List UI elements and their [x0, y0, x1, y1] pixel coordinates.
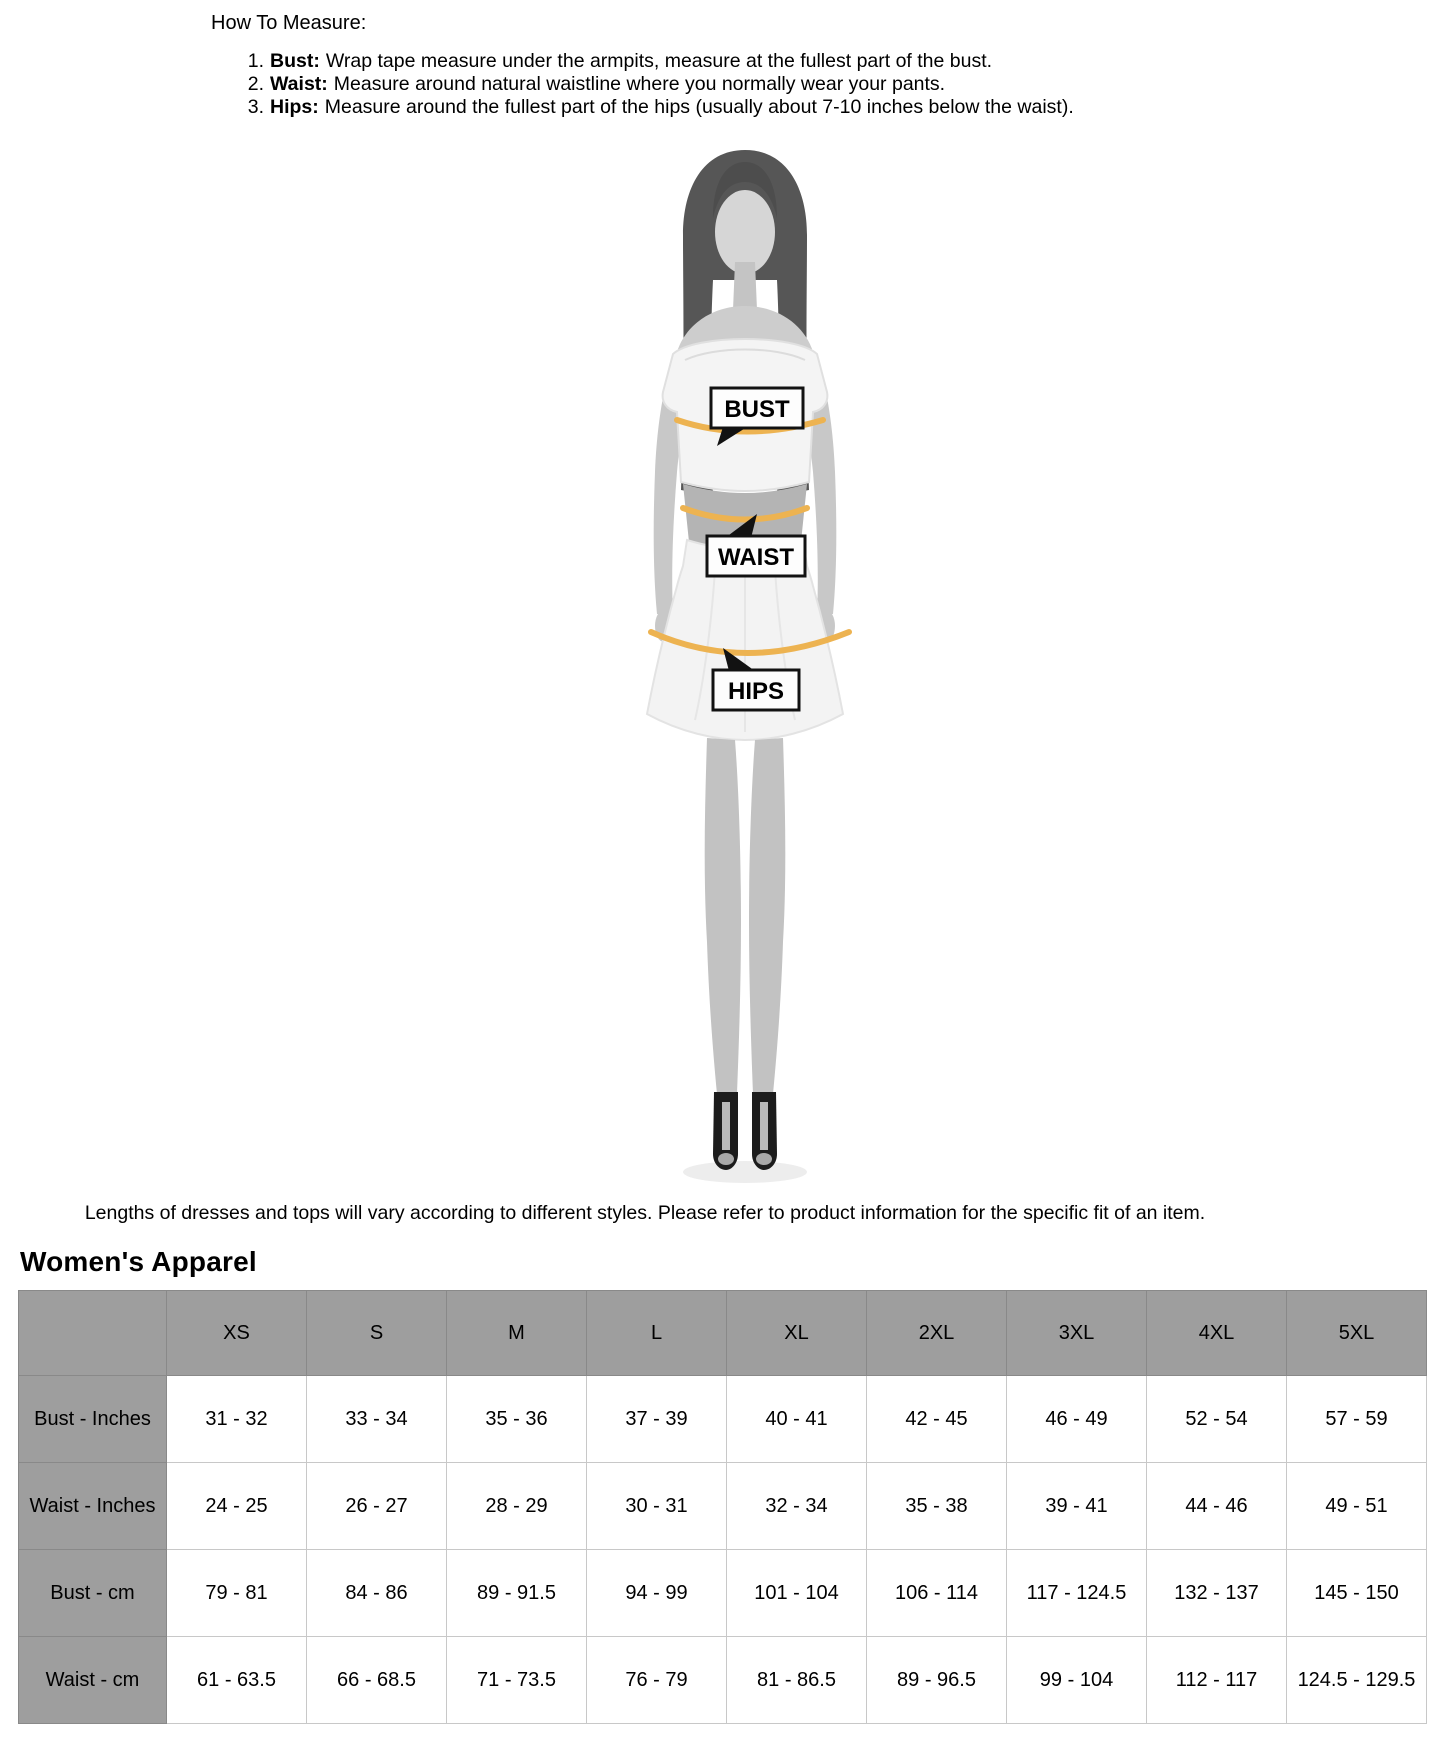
size-table-row — [19, 1637, 1427, 1724]
size-row-label: Bust - Inches — [19, 1376, 167, 1463]
step-text — [270, 73, 945, 96]
size-cell: 31 - 32 — [167, 1376, 307, 1463]
size-col-header-m: M — [447, 1291, 587, 1376]
waist-label-text: WAIST — [718, 544, 794, 571]
model-illustration — [595, 140, 895, 1200]
measure-steps — [240, 50, 1074, 119]
size-col-header-3xl: 3XL — [1007, 1291, 1147, 1376]
left-shoe-lace — [722, 1102, 730, 1150]
step-desc: Wrap tape measure under the armpits, measure at the fullest part of the bust. — [325, 50, 993, 72]
size-cell: 32 - 34 — [727, 1463, 867, 1550]
neck-shape — [733, 262, 757, 310]
size-cell: 81 - 86.5 — [727, 1637, 867, 1724]
size-cell: 42 - 45 — [867, 1376, 1007, 1463]
size-col-header-4xl: 4XL — [1147, 1291, 1287, 1376]
face-shape — [715, 190, 775, 274]
size-cell: 71 - 73.5 — [447, 1637, 587, 1724]
step-number: 2. — [247, 73, 264, 95]
size-cell: 106 - 114 — [867, 1550, 1007, 1637]
size-row-label: Waist - Inches — [19, 1463, 167, 1550]
size-cell: 28 - 29 — [447, 1463, 587, 1550]
size-table — [18, 1290, 1427, 1724]
right-shoe-toe — [756, 1153, 772, 1165]
size-cell: 79 - 81 — [167, 1550, 307, 1637]
measure-step-hips — [240, 96, 1074, 119]
step-number: 1. — [247, 50, 264, 72]
size-cell: 89 - 91.5 — [447, 1550, 587, 1637]
fit-note: Lengths of dresses and tops will vary according to different styles. Please refer to product information for the specific fit of an item. — [84, 1202, 1206, 1224]
size-cell: 26 - 27 — [307, 1463, 447, 1550]
step-number: 3. — [247, 96, 264, 118]
size-table-body — [19, 1376, 1427, 1724]
size-col-header-l: L — [587, 1291, 727, 1376]
size-cell: 35 - 38 — [867, 1463, 1007, 1550]
size-col-header-s: S — [307, 1291, 447, 1376]
size-table-head — [19, 1291, 1427, 1376]
right-leg — [749, 738, 785, 1094]
measure-step-waist — [240, 73, 1074, 96]
size-cell: 89 - 96.5 — [867, 1637, 1007, 1724]
size-cell: 99 - 104 — [1007, 1637, 1147, 1724]
step-term: Waist: — [270, 73, 328, 95]
size-col-header-5xl: 5XL — [1287, 1291, 1427, 1376]
size-cell: 76 - 79 — [587, 1637, 727, 1724]
size-cell: 84 - 86 — [307, 1550, 447, 1637]
size-cell: 33 - 34 — [307, 1376, 447, 1463]
floor-shadow — [683, 1161, 807, 1183]
step-text — [270, 96, 1074, 119]
size-cell: 61 - 63.5 — [167, 1637, 307, 1724]
size-row-label: Waist - cm — [19, 1637, 167, 1724]
size-cell: 46 - 49 — [1007, 1376, 1147, 1463]
hips-label-text: HIPS — [727, 678, 785, 705]
size-table-row — [19, 1550, 1427, 1637]
bust-label-text: BUST — [724, 396, 790, 423]
size-cell: 145 - 150 — [1287, 1550, 1427, 1637]
step-text — [270, 50, 992, 73]
size-cell: 94 - 99 — [587, 1550, 727, 1637]
corner-cell — [19, 1291, 167, 1376]
size-col-header-2xl: 2XL — [867, 1291, 1007, 1376]
size-cell: 30 - 31 — [587, 1463, 727, 1550]
size-cell: 24 - 25 — [167, 1463, 307, 1550]
measure-step-bust — [240, 50, 1074, 73]
size-cell: 44 - 46 — [1147, 1463, 1287, 1550]
step-desc: Measure around the fullest part of the hips (usually about 7-10 inches below the waist). — [324, 96, 1074, 118]
size-cell: 35 - 36 — [447, 1376, 587, 1463]
size-cell: 101 - 104 — [727, 1550, 867, 1637]
how-to-measure-title: How To Measure: — [211, 12, 367, 34]
size-cell: 124.5 - 129.5 — [1287, 1637, 1427, 1724]
size-table-row — [19, 1463, 1427, 1550]
size-row-label: Bust - cm — [19, 1550, 167, 1637]
size-cell: 39 - 41 — [1007, 1463, 1147, 1550]
size-col-header-xl: XL — [727, 1291, 867, 1376]
size-table-header-row — [19, 1291, 1427, 1376]
left-leg — [705, 738, 741, 1094]
measurement-figure — [595, 140, 895, 1200]
size-cell: 132 - 137 — [1147, 1550, 1287, 1637]
size-cell: 40 - 41 — [727, 1376, 867, 1463]
size-col-header-xs: XS — [167, 1291, 307, 1376]
size-cell: 57 - 59 — [1287, 1376, 1427, 1463]
size-cell: 37 - 39 — [587, 1376, 727, 1463]
size-cell: 66 - 68.5 — [307, 1637, 447, 1724]
step-desc: Measure around natural waistline where you normally wear your pants. — [333, 73, 946, 95]
size-cell: 49 - 51 — [1287, 1463, 1427, 1550]
size-cell: 117 - 124.5 — [1007, 1550, 1147, 1637]
step-term: Hips: — [270, 96, 319, 118]
size-table-title: Women's Apparel — [20, 1246, 257, 1277]
size-cell: 52 - 54 — [1147, 1376, 1287, 1463]
size-table-row — [19, 1376, 1427, 1463]
size-cell: 112 - 117 — [1147, 1637, 1287, 1724]
left-shoe-toe — [718, 1153, 734, 1165]
right-shoe-lace — [760, 1102, 768, 1150]
step-term: Bust: — [270, 50, 320, 72]
